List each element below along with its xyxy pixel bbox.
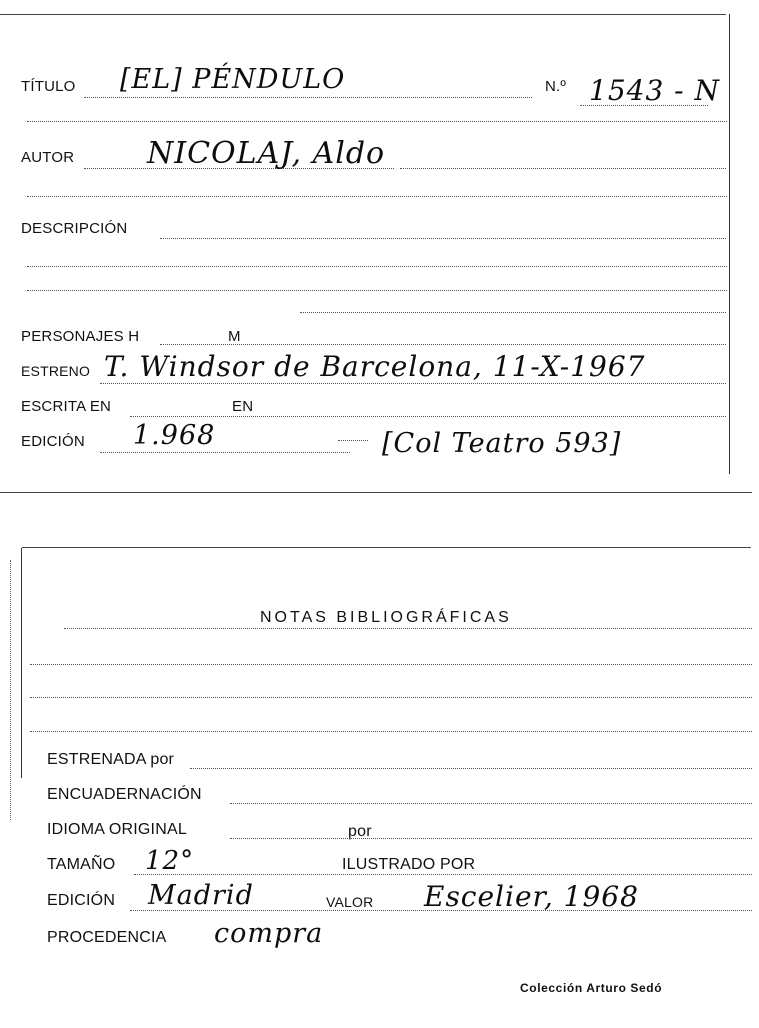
notas-heading: NOTAS BIBLIOGRÁFICAS [260, 609, 512, 626]
edicion-note: [Col Teatro 593] [382, 428, 622, 459]
autor-value: NICOLAJ, Aldo [147, 136, 386, 171]
personajes-line [160, 344, 726, 345]
autor-label: AUTOR [21, 149, 75, 166]
top-card-right-border [729, 14, 730, 474]
separator-1 [27, 121, 727, 122]
idioma-label: IDIOMA ORIGINAL [47, 821, 187, 838]
descripcion-label: DESCRIPCIÓN [21, 220, 128, 237]
procedencia-label: PROCEDENCIA [47, 929, 167, 946]
escrita-en-label: EN [232, 398, 254, 415]
encuadernacion-line [230, 803, 752, 804]
estrenada-label: ESTRENADA por [47, 751, 175, 768]
edicion-line [100, 452, 350, 453]
descripcion-line-2 [27, 266, 727, 267]
edicion-bottom-label: EDICIÓN [47, 892, 116, 909]
edicion-value: 1.968 [133, 420, 216, 451]
descripcion-line-4 [300, 312, 726, 313]
personajes-m-label: M [228, 328, 241, 345]
tamano-line [134, 874, 752, 875]
notas-line-0 [64, 628, 752, 629]
valor-label: VALOR [326, 894, 374, 910]
idioma-line [230, 838, 752, 839]
numero-value: 1543 - N [589, 74, 721, 107]
notas-line-1 [30, 664, 752, 665]
personajes-label: PERSONAJES H [21, 328, 140, 345]
descripcion-line-1 [160, 238, 726, 239]
valor-value: Escelier, 1968 [424, 880, 639, 913]
collection-footer: Colección Arturo Sedó [520, 981, 663, 995]
bottom-card-left-edge [10, 560, 11, 820]
tamano-value: 12° [145, 846, 195, 876]
autor-line-right [400, 168, 726, 169]
edicion-bottom-line [130, 910, 752, 911]
top-card-bottom-border [0, 492, 752, 493]
bottom-card-top-border [22, 547, 751, 548]
edicion-dash [338, 440, 368, 441]
bottom-card-left-border [21, 548, 22, 778]
ilustrado-label: ILUSTRADO POR [342, 856, 476, 873]
idioma-por-label: por [348, 823, 372, 840]
procedencia-value: compra [214, 918, 324, 949]
numero-line [580, 105, 708, 106]
numero-label: N.º [545, 78, 567, 95]
encuadernacion-label: ENCUADERNACIÓN [47, 786, 202, 803]
escrita-label: ESCRITA EN [21, 398, 112, 415]
estreno-value: T. Windsor de Barcelona, 11-X-1967 [104, 350, 646, 383]
notas-line-2 [30, 697, 752, 698]
notas-line-3 [30, 731, 752, 732]
escrita-line [130, 416, 726, 417]
estrenada-line [190, 768, 752, 769]
separator-2 [27, 196, 727, 197]
top-card-top-border [0, 14, 726, 15]
estreno-line [100, 383, 726, 384]
titulo-value: [EL] PÉNDULO [120, 64, 346, 95]
edicion-bottom-value: Madrid [148, 880, 254, 911]
estreno-label: ESTRENO [21, 363, 91, 379]
descripcion-line-3 [27, 290, 727, 291]
tamano-label: TAMAÑO [47, 856, 116, 873]
titulo-line [84, 97, 532, 98]
edicion-label: EDICIÓN [21, 433, 85, 450]
titulo-label: TÍTULO [21, 78, 76, 95]
